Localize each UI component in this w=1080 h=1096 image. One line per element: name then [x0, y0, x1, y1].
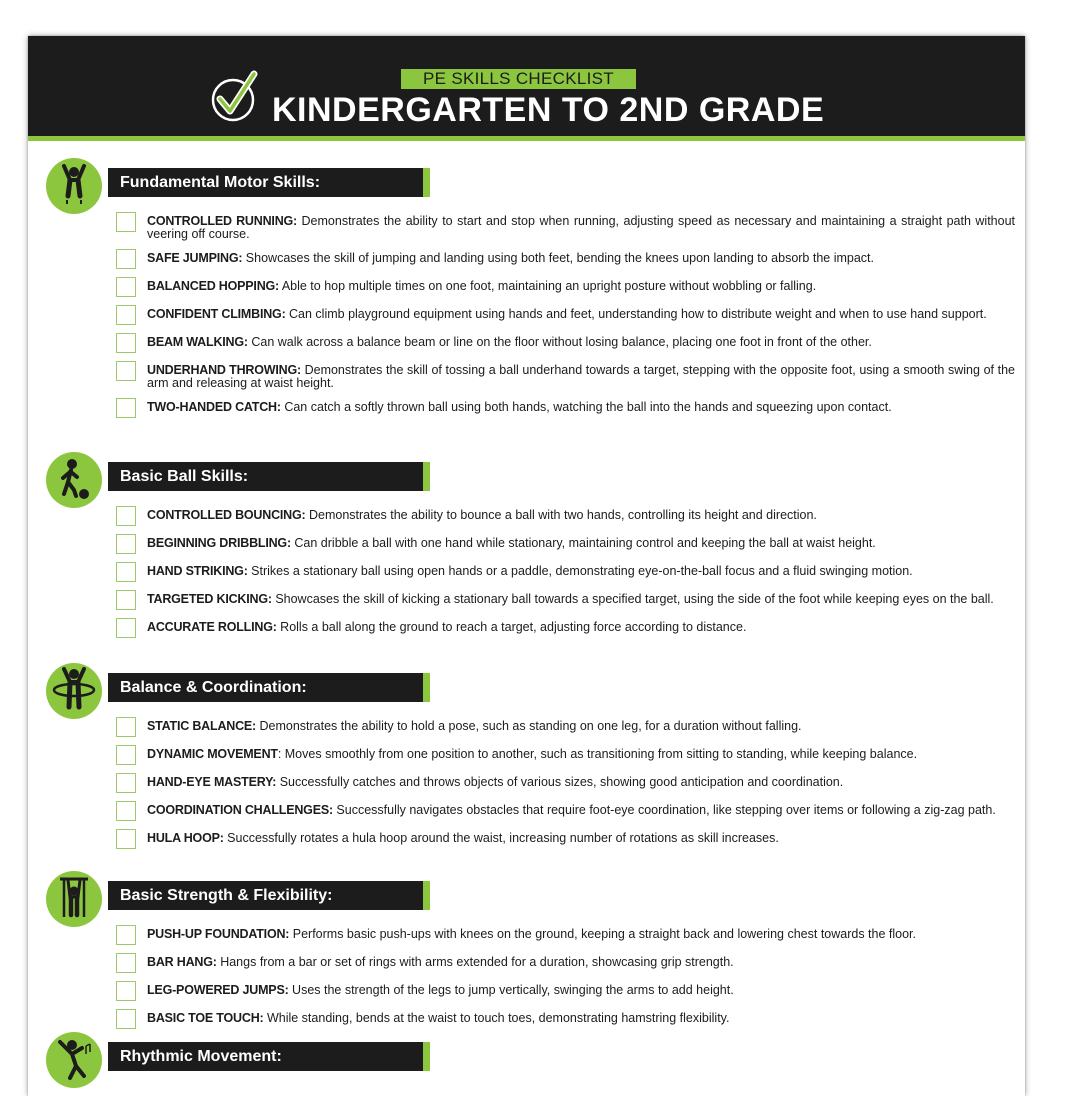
checkbox[interactable]: [116, 277, 136, 297]
hula-hoop-icon: [46, 663, 102, 719]
checkbox[interactable]: [116, 398, 136, 418]
checkbox[interactable]: [116, 717, 136, 737]
item-text: [147, 398, 1015, 414]
checkbox[interactable]: [116, 305, 136, 325]
item-name: COORDINATION CHALLENGES:: [147, 803, 333, 817]
item-text: [147, 1009, 1015, 1025]
item-name: BASIC TOE TOUCH:: [147, 1011, 264, 1025]
item-desc: Demonstrates the ability to start and stop when running, adjusting speed as necessary and maintaining a straight path without veering off course.: [147, 214, 1016, 241]
item-desc: Can catch a softly thrown ball using both hands, watching the ball into the hands and squeezing upon contact.: [280, 400, 892, 414]
item-name: BALANCED HOPPING:: [147, 279, 280, 293]
checklist-items: [116, 506, 1016, 646]
checkmark-circle-icon: [206, 66, 268, 128]
checklist-item: [116, 398, 1016, 418]
item-desc: Demonstrates the ability to hold a pose, such as standing on one leg, for a duration without falling.: [256, 719, 802, 733]
item-text: [147, 305, 1015, 321]
item-name: BEGINNING DRIBBLING:: [147, 536, 291, 550]
item-desc: While standing, bends at the waist to touch toes, demonstrating hamstring flexibility.: [263, 1011, 730, 1025]
item-desc: Showcases the skill of jumping and landing using both feet, bending the knees upon landing to absorb the impact.: [242, 251, 874, 265]
item-text: [147, 361, 1015, 390]
checkbox[interactable]: [116, 773, 136, 793]
checklist-item: [116, 361, 1016, 390]
item-name: HULA HOOP:: [147, 831, 224, 845]
item-name: TWO-HANDED CATCH:: [147, 400, 281, 414]
section-title: Basic Ball Skills:: [108, 462, 430, 491]
item-desc: Demonstrates the ability to bounce a ball with two hands, controlling its height and direction.: [305, 508, 817, 522]
checklist-item: [116, 534, 1016, 554]
checklist-item: [116, 1009, 1016, 1029]
item-desc: Performs basic push-ups with knees on the ground, keeping a straight back and lowering chest towards the floor.: [289, 927, 917, 941]
checkbox[interactable]: [116, 618, 136, 638]
item-name: CONFIDENT CLIMBING:: [147, 307, 286, 321]
checklist-item: [116, 953, 1016, 973]
item-name: CONTROLLED RUNNING:: [147, 214, 298, 228]
checklist-badge: PE SKILLS CHECKLIST: [401, 69, 636, 89]
item-text: [147, 801, 1015, 817]
checkbox[interactable]: [116, 361, 136, 381]
item-desc: Successfully catches and throws objects of various sizes, showing good anticipation and coordination.: [276, 775, 844, 789]
checklist-item: [116, 925, 1016, 945]
item-text: [147, 618, 1015, 634]
item-text: [147, 212, 1015, 241]
item-desc: Uses the strength of the legs to jump vertically, swinging the arms to add height.: [288, 983, 734, 997]
header: [28, 36, 1025, 141]
item-desc: Hangs from a bar or set of rings with arms extended for a duration, showcasing grip strength.: [216, 955, 734, 969]
item-text: [147, 745, 1015, 761]
checkbox[interactable]: [116, 829, 136, 849]
section-title: Balance & Coordination:: [108, 673, 430, 702]
checkbox[interactable]: [116, 953, 136, 973]
item-text: [147, 506, 1015, 522]
item-text: [147, 773, 1015, 789]
section-title: Basic Strength & Flexibility:: [108, 881, 430, 910]
item-text: [147, 717, 1015, 733]
item-name: HAND-EYE MASTERY:: [147, 775, 277, 789]
item-text: [147, 981, 1015, 997]
checklist-item: [116, 773, 1016, 793]
checklist-item: [116, 745, 1016, 765]
kicking-ball-icon: [46, 452, 102, 508]
checklist-item: [116, 305, 1016, 325]
checklist-items: [116, 717, 1016, 857]
section-title: Rhythmic Movement:: [108, 1042, 430, 1071]
item-name: BEAM WALKING:: [147, 335, 248, 349]
checklist-item: [116, 981, 1016, 1001]
checklist-item: [116, 506, 1016, 526]
checkbox[interactable]: [116, 801, 136, 821]
item-name: UNDERHAND THROWING:: [147, 363, 301, 377]
item-name: BAR HANG:: [147, 955, 217, 969]
checkbox[interactable]: [116, 249, 136, 269]
climbing-child-icon: [46, 158, 102, 214]
item-desc: Able to hop multiple times on one foot, maintaining an upright posture without wobbling or falling.: [279, 279, 817, 293]
checklist-item: [116, 590, 1016, 610]
item-text: [147, 953, 1015, 969]
item-text: [147, 590, 1015, 606]
bar-hang-icon: [46, 871, 102, 927]
checklist-item: [116, 212, 1016, 241]
item-desc: Can walk across a balance beam or line on the floor without losing balance, placing one foot in front of the other.: [247, 335, 872, 349]
item-name: HAND STRIKING:: [147, 564, 248, 578]
item-desc: Showcases the skill of kicking a stationary ball towards a specified target, using the side of the foot while keeping eyes on the ball.: [271, 592, 994, 606]
item-text: [147, 925, 1015, 941]
item-text: [147, 829, 1015, 845]
checklist-item: [116, 829, 1016, 849]
item-name: SAFE JUMPING:: [147, 251, 243, 265]
item-text: [147, 534, 1015, 550]
checkbox[interactable]: [116, 1009, 136, 1029]
checklist-item: [116, 277, 1016, 297]
checkbox[interactable]: [116, 745, 136, 765]
checkbox[interactable]: [116, 562, 136, 582]
item-name: STATIC BALANCE:: [147, 719, 257, 733]
section-title: Fundamental Motor Skills:: [108, 168, 430, 197]
item-name: DYNAMIC MOVEMENT: [147, 747, 278, 761]
item-name: PUSH-UP FOUNDATION:: [147, 927, 290, 941]
item-name: LEG-POWERED JUMPS:: [147, 983, 289, 997]
checklist-item: [116, 618, 1016, 638]
item-desc: Can climb playground equipment using hands and feet, understanding how to distribute weight and when to use hand support.: [285, 307, 987, 321]
item-text: [147, 249, 1015, 265]
item-desc: Rolls a ball along the ground to reach a target, adjusting force according to distance.: [276, 620, 747, 634]
checklist-items: [116, 925, 1016, 1037]
checkbox[interactable]: [116, 981, 136, 1001]
checkbox[interactable]: [116, 590, 136, 610]
checkbox[interactable]: [116, 534, 136, 554]
page-title: KINDERGARTEN TO 2ND GRADE: [272, 91, 825, 129]
checklist-item: [116, 717, 1016, 737]
checklist-item: [116, 249, 1016, 269]
item-text: [147, 333, 1015, 349]
checkbox[interactable]: [116, 506, 136, 526]
item-name: ACCURATE ROLLING:: [147, 620, 277, 634]
item-desc: Successfully navigates obstacles that require foot-eye coordination, like stepping over items or following a zig-zag path.: [332, 803, 996, 817]
item-name: TARGETED KICKING:: [147, 592, 272, 606]
checkbox[interactable]: [116, 333, 136, 353]
item-desc: Demonstrates the skill of tossing a ball underhand towards a target, stepping with the opposite foot, using a smooth swing of the arm and releasing at waist height.: [147, 363, 1015, 390]
item-desc: Strikes a stationary ball using open hands or a paddle, demonstrating eye-on-the-ball focus and a fluid swinging motion.: [247, 564, 913, 578]
checklist-item: [116, 333, 1016, 353]
checkbox[interactable]: [116, 925, 136, 945]
checkbox[interactable]: [116, 212, 136, 232]
checklist-item: [116, 562, 1016, 582]
item-desc: Can dribble a ball with one hand while stationary, maintaining control and keeping the ball at waist height.: [290, 536, 876, 550]
item-text: [147, 562, 1015, 578]
item-name: CONTROLLED BOUNCING:: [147, 508, 306, 522]
checklist-items: [116, 212, 1016, 426]
checklist-item: [116, 801, 1016, 821]
item-text: [147, 277, 1015, 293]
item-desc: : Moves smoothly from one position to another, such as transitioning from sitting to standing, while keeping balance.: [277, 747, 918, 761]
checklist-sheet: [28, 36, 1025, 1096]
item-desc: Successfully rotates a hula hoop around the waist, increasing number of rotations as skill increases.: [223, 831, 779, 845]
